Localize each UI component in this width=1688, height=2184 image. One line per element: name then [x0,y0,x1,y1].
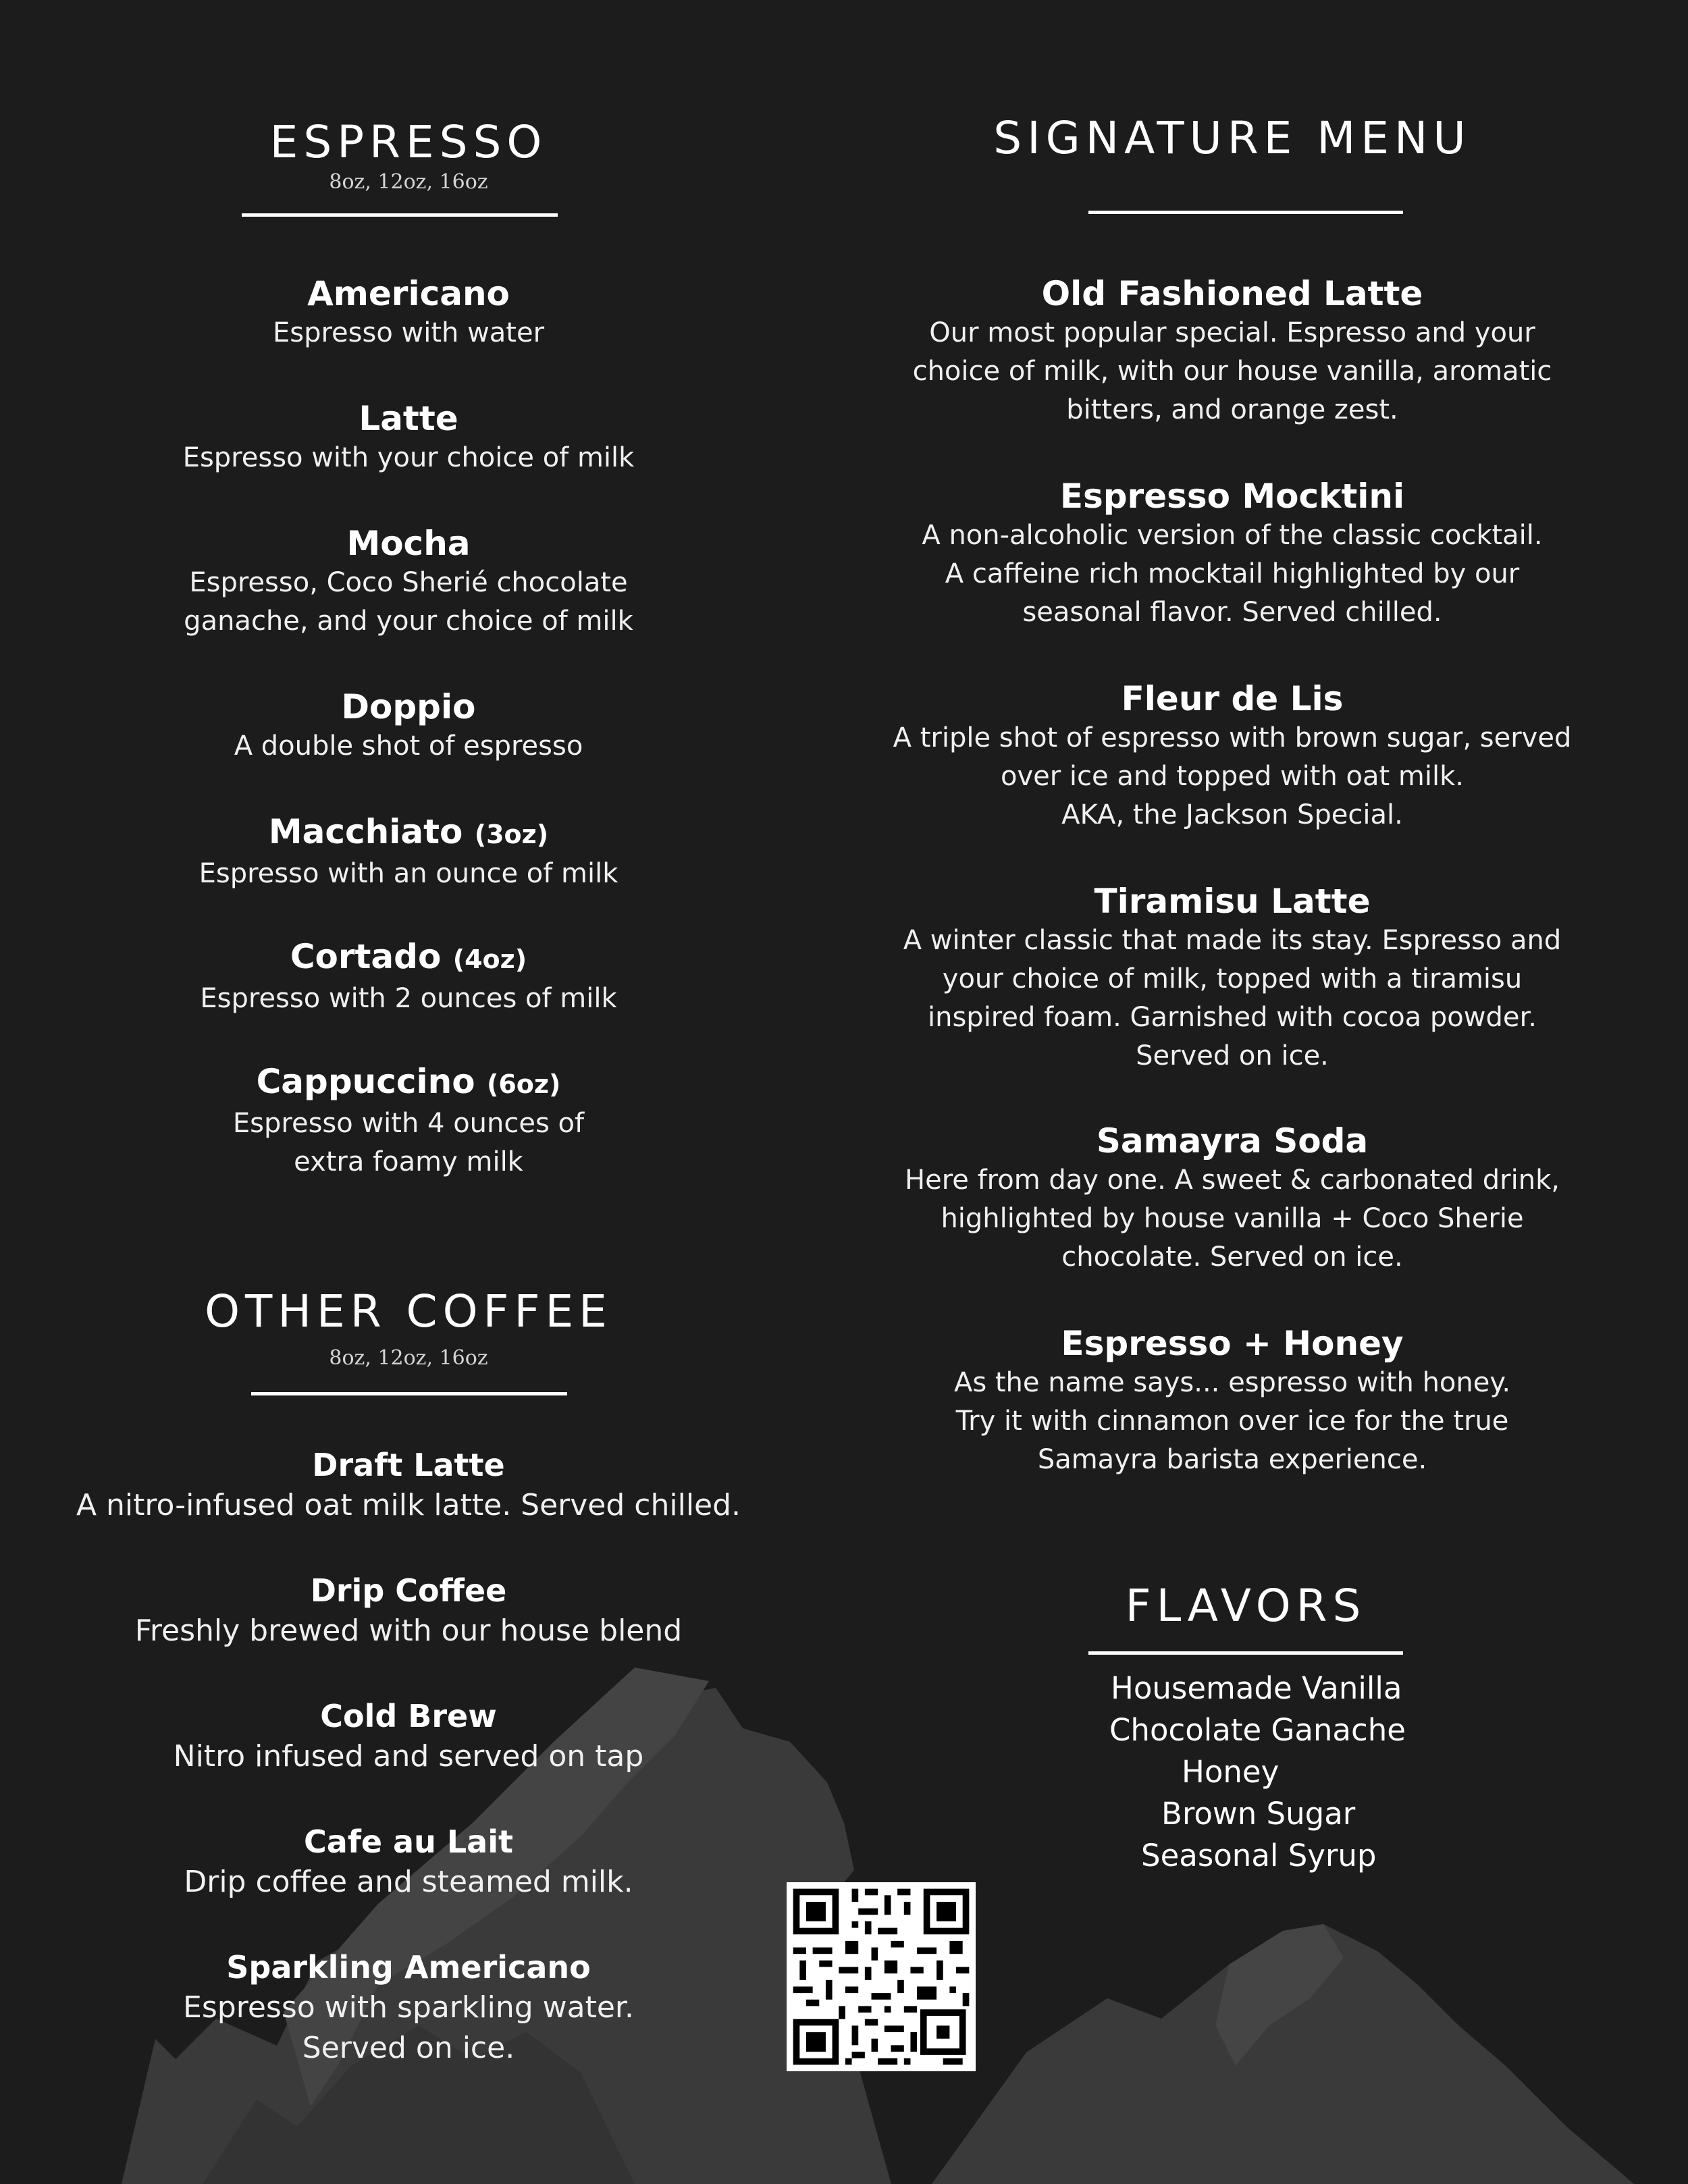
signature-heading: SIGNATURE MENU [993,112,1471,164]
flavor-item: Housemade Vanilla [1111,1670,1402,1706]
qr-code-graphic [787,1882,976,2071]
item-size: (4oz) [452,944,527,974]
item-name: Doppio [341,687,476,726]
menu-item [0,1061,817,1181]
menu-item [0,811,817,893]
item-name: Cafe au Lait [304,1823,513,1860]
item-name: Espresso Mocktini [1059,477,1405,516]
menu-item [844,476,1620,632]
item-name: Espresso + Honey [1061,1324,1404,1363]
item-name: Latte [359,399,458,438]
item-name: Draft Latte [312,1447,505,1483]
menu-item [0,936,817,1018]
flavor-item: Honey [1182,1754,1280,1790]
item-name: Americano [307,274,510,313]
flavor-list [844,1668,1620,1884]
item-name: Cappuccino (6oz) [256,1062,561,1101]
menu-item [0,1570,817,1651]
menu-item [844,1121,1620,1277]
item-description: As the name says... espresso with honey. Try it with cinnamon over ice for the true Samayra barista experience. [953,1367,1511,1475]
item-name: Cortado (4oz) [290,937,527,976]
item-name: Mocha [346,524,471,563]
item-name: Tiramisu Latte [1094,882,1371,921]
item-size: (3oz) [474,820,549,849]
menu-item [844,1323,1620,1479]
espresso-divider [242,213,558,217]
menu-item [0,398,817,477]
flavor-item: Seasonal Syrup [1141,1838,1377,1873]
espresso-sizes: 8oz, 12oz, 16oz [329,170,488,194]
menu-item [0,687,817,766]
item-description: Espresso with your choice of milk [182,442,635,473]
item-description: Freshly brewed with our house blend [134,1614,683,1648]
signature-divider [1088,211,1403,214]
flavor-item: Chocolate Ganache [1109,1712,1406,1748]
item-description: Our most popular special. Espresso and your choice of milk, with our house vanilla, aromatic bitters, and orange zest. [912,317,1552,425]
item-name: Macchiato (3oz) [268,812,549,851]
item-description: A nitro-infused oat milk latte. Served chilled. [76,1488,741,1522]
menu-item [844,273,1620,429]
item-description: A triple shot of espresso with brown sugar, served over ice and topped with oat milk. AKA, the Jackson Special. [893,722,1572,830]
item-name: Old Fashioned Latte [1041,274,1423,313]
other-coffee-heading: OTHER COFFEE [205,1285,612,1337]
menu-item [0,523,817,641]
item-name: Drip Coffee [310,1572,507,1609]
menu-item [0,1947,817,2069]
qr-code-icon[interactable] [787,1882,976,2071]
item-description: Nitro infused and served on tap [173,1739,644,1774]
item-description: Here from day one. A sweet & carbonated drink, highlighted by house vanilla + Coco Sherie chocolate. Served on ice. [905,1165,1560,1273]
item-description: A winter classic that made its stay. Espresso and your choice of milk, topped with a tiramisu inspired foam. Garnished with cocoa powder. Served on ice. [903,925,1562,1071]
item-description: Drip coffee and steamed milk. [184,1865,633,1899]
other-coffee-divider [251,1392,567,1395]
item-name: Sparkling Americano [226,1949,591,1986]
item-description: A double shot of espresso [234,730,583,762]
menu-item [0,273,817,352]
flavor-item: Brown Sugar [1161,1796,1356,1832]
item-description: Espresso with an ounce of milk [199,858,618,889]
flavors-divider [1088,1651,1403,1655]
menu-item [0,1821,817,1902]
menu-item [0,1696,817,1777]
other-coffee-sizes: 8oz, 12oz, 16oz [329,1346,488,1370]
item-description: Espresso with 2 ounces of milk [200,983,617,1014]
item-description: Espresso with 4 ounces of extra foamy milk [232,1108,585,1177]
flavors-heading: FLAVORS [1125,1580,1367,1632]
item-description: Espresso, Coco Sherié chocolate ganache, and your choice of milk [184,567,633,637]
item-name: Samayra Soda [1096,1121,1369,1161]
item-description: Espresso with sparkling water. Served on ice. [183,1990,634,2065]
item-description: A non-alcoholic version of the classic cocktail. A caffeine rich mocktail highlighted by our seasonal flavor. Served chilled. [922,520,1543,628]
menu-item [844,881,1620,1075]
menu-item [0,1445,817,1526]
item-name: Cold Brew [320,1698,497,1734]
item-size: (6oz) [487,1069,561,1099]
item-description: Espresso with water [272,317,545,348]
item-name: Fleur de Lis [1121,679,1344,718]
espresso-heading: ESPRESSO [269,116,548,168]
menu-item [844,678,1620,834]
